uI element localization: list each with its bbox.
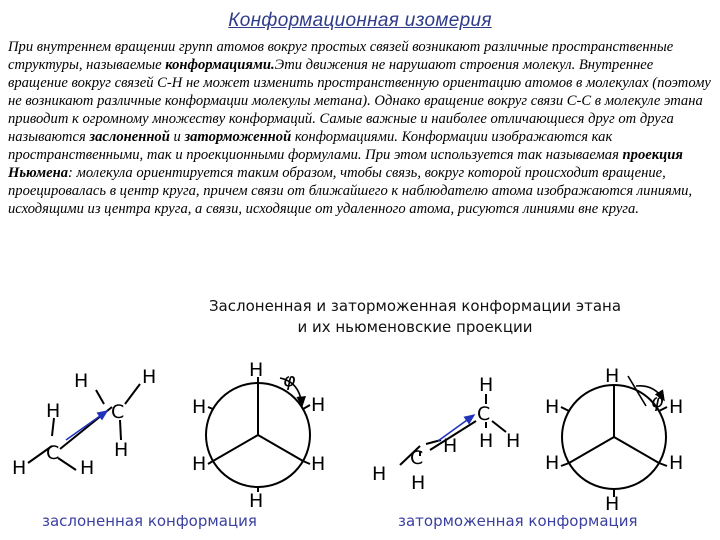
atom-label: H	[372, 463, 387, 485]
text-run: При внутреннем вращении групп атомов вокруг простых связей возникают различные пространственные структуры, называемые	[8, 39, 674, 73]
rotation-arrow	[66, 411, 107, 440]
atom-label: H	[669, 452, 684, 474]
figure-title-line2: и их ньюменовские проекции	[297, 318, 533, 336]
text-run: конформациями. Конформации изображаются как пространственными, так и проекционными формулами. При этом используется так называемая	[8, 129, 623, 163]
caption-staggered: заторможенная конформация	[398, 512, 638, 530]
figure-title-line1: Заслоненная и заторможенная конформации этана	[208, 297, 622, 315]
text-run: и	[169, 129, 185, 145]
atom-label: H	[411, 472, 426, 494]
atom-label: H	[443, 435, 458, 457]
atom-label: H	[80, 457, 95, 479]
atom-label: H	[479, 430, 494, 452]
atom-label: H	[114, 439, 129, 461]
angle-phi-label: φ	[283, 369, 296, 391]
atom-label: H	[249, 359, 264, 381]
atom-label: C	[46, 442, 60, 464]
text-run: : молекула ориентируется таким образом, чтобы связь, вокруг которой происходит вращение, проецировалась в центр круга, причем связи от ближайшего к наблюдателю атома изображаются линиями, исходящими из центра круга, а связи, исходящие от удаленного атома, рисуются линиями вне круга.	[8, 165, 693, 217]
atom-label: H	[479, 374, 494, 396]
atom-label: H	[506, 430, 521, 452]
atom-label: H	[545, 396, 560, 418]
atom-label: H	[605, 493, 620, 515]
caption-eclipsed: заслоненная конформация	[42, 512, 257, 530]
term-conformations: конформациями.	[165, 57, 275, 73]
eclipsed-newman-projection	[206, 377, 310, 492]
atom-label: H	[192, 396, 207, 418]
text-run: Эти движения не нарушают строения молекул. Внутреннее вращение вокруг связей С-Н не может изменить пространственную ориентацию атомов в молекулах (поэтому не возникают различные конформации молекулы метана). Однако вращение вокруг связи С-С в молекуле этана приводит к огромному множеству конформаций. Самые важные и наиболее отличающиеся друг от друга называются	[8, 57, 711, 145]
atom-label: H	[12, 457, 27, 479]
atom-label: H	[311, 453, 326, 475]
angle-phi-label: φ	[651, 390, 664, 412]
atom-label: H	[74, 370, 89, 392]
atom-label: H	[192, 453, 207, 475]
term-staggered: заторможенной	[184, 129, 292, 145]
atom-label: C	[111, 401, 125, 423]
term-eclipsed: заслоненной	[89, 129, 170, 145]
atom-label: H	[311, 394, 326, 416]
term-newman-projection: проекция Ньюмена	[8, 147, 683, 181]
atom-label: H	[46, 400, 61, 422]
atom-label: C	[477, 403, 491, 425]
page-title: Конформационная изомерия	[228, 10, 492, 31]
atom-label: H	[545, 452, 560, 474]
atom-label: H	[669, 396, 684, 418]
atom-label: H	[249, 490, 264, 512]
atom-label: H	[605, 365, 620, 387]
atom-label: C	[410, 447, 424, 469]
atom-label: H	[142, 366, 157, 388]
